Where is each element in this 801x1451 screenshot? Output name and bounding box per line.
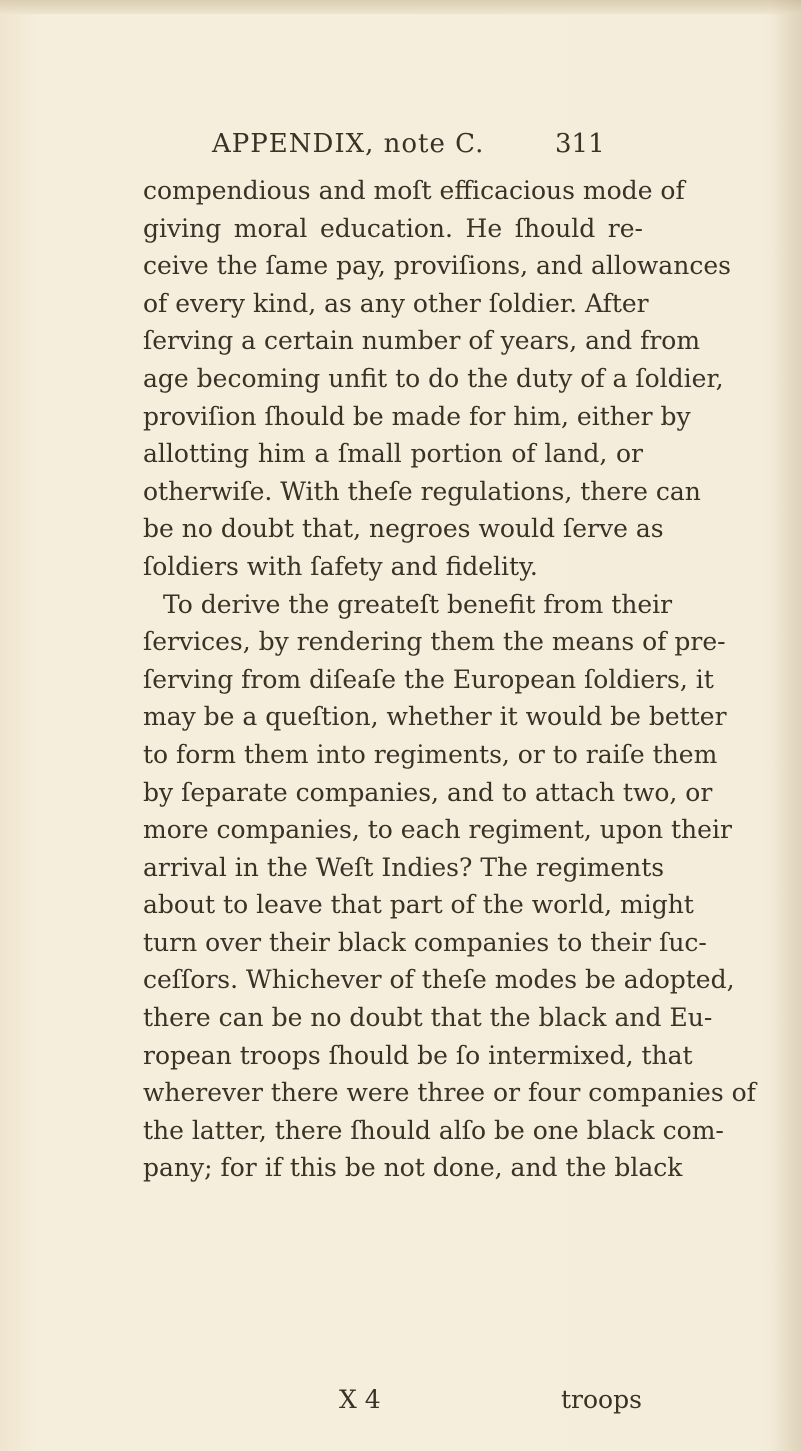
text-line: more companies, to each regiment, upon their	[143, 815, 732, 845]
text-line: allotting him a ſmall portion of land, or	[143, 439, 643, 469]
text-line: otherwiſe. With theſe regulations, there can	[143, 476, 701, 506]
text-line: ſervices, by rendering them the means of pre-	[143, 627, 726, 657]
page-footer	[143, 1385, 643, 1421]
catchword: troops	[561, 1385, 642, 1414]
text-line: about to leave that part of the world, might	[143, 890, 694, 920]
binding-shadow	[771, 0, 801, 1451]
text-line: by ſeparate companies, and to attach two, or	[143, 777, 713, 807]
paragraph-first-line: To derive the greateſt benefit from their	[163, 589, 673, 619]
text-line: ſoldiers with ſafety and fidelity.	[143, 551, 538, 581]
text-line: there can be no doubt that the black and Eu-	[143, 1003, 713, 1033]
text-line: giving moral education. He ſhould re-	[143, 213, 643, 243]
text-line: arrival in the Weſt Indies? The regiments	[143, 852, 665, 882]
text-line: wherever there were three or four companies of	[143, 1078, 756, 1108]
text-line: may be a queſtion, whether it would be better	[143, 702, 727, 732]
text-line: be no doubt that, negroes would ſerve as	[143, 514, 664, 544]
text-line: ſerving from diſeaſe the European ſoldiers, it	[143, 664, 714, 694]
text-line: ceive the ſame pay, proviſions, and allowances	[143, 251, 731, 281]
body-text	[143, 172, 756, 1187]
text-line: of every kind, as any other ſoldier. After	[143, 288, 649, 318]
text-line: compendious and moſt efficacious mode of	[143, 176, 685, 205]
text-line: to form them into regiments, or to raiſe them	[143, 739, 718, 769]
text-line: proviſion ſhould be made for him, either by	[143, 401, 691, 431]
text-line: pany; for if this be not done, and the black	[143, 1153, 683, 1183]
text-line: ceſſors. Whichever of theſe modes be adopted,	[143, 965, 735, 995]
signature-mark: X 4	[339, 1385, 381, 1414]
text-line: ropean troops ſhould be ſo intermixed, that	[143, 1040, 693, 1070]
text-line: the latter, there ſhould alſo be one black com-	[143, 1115, 724, 1145]
page-number: 311	[555, 129, 605, 159]
text-line: turn over their black companies to their ſuc-	[143, 927, 707, 957]
page-top-edge	[0, 0, 801, 14]
page-header	[212, 129, 692, 169]
text-line: age becoming unfit to do the duty of a ſoldier,	[143, 363, 724, 393]
running-head: APPENDIX, note C.	[212, 129, 485, 159]
text-line: ſerving a certain number of years, and from	[143, 326, 701, 356]
